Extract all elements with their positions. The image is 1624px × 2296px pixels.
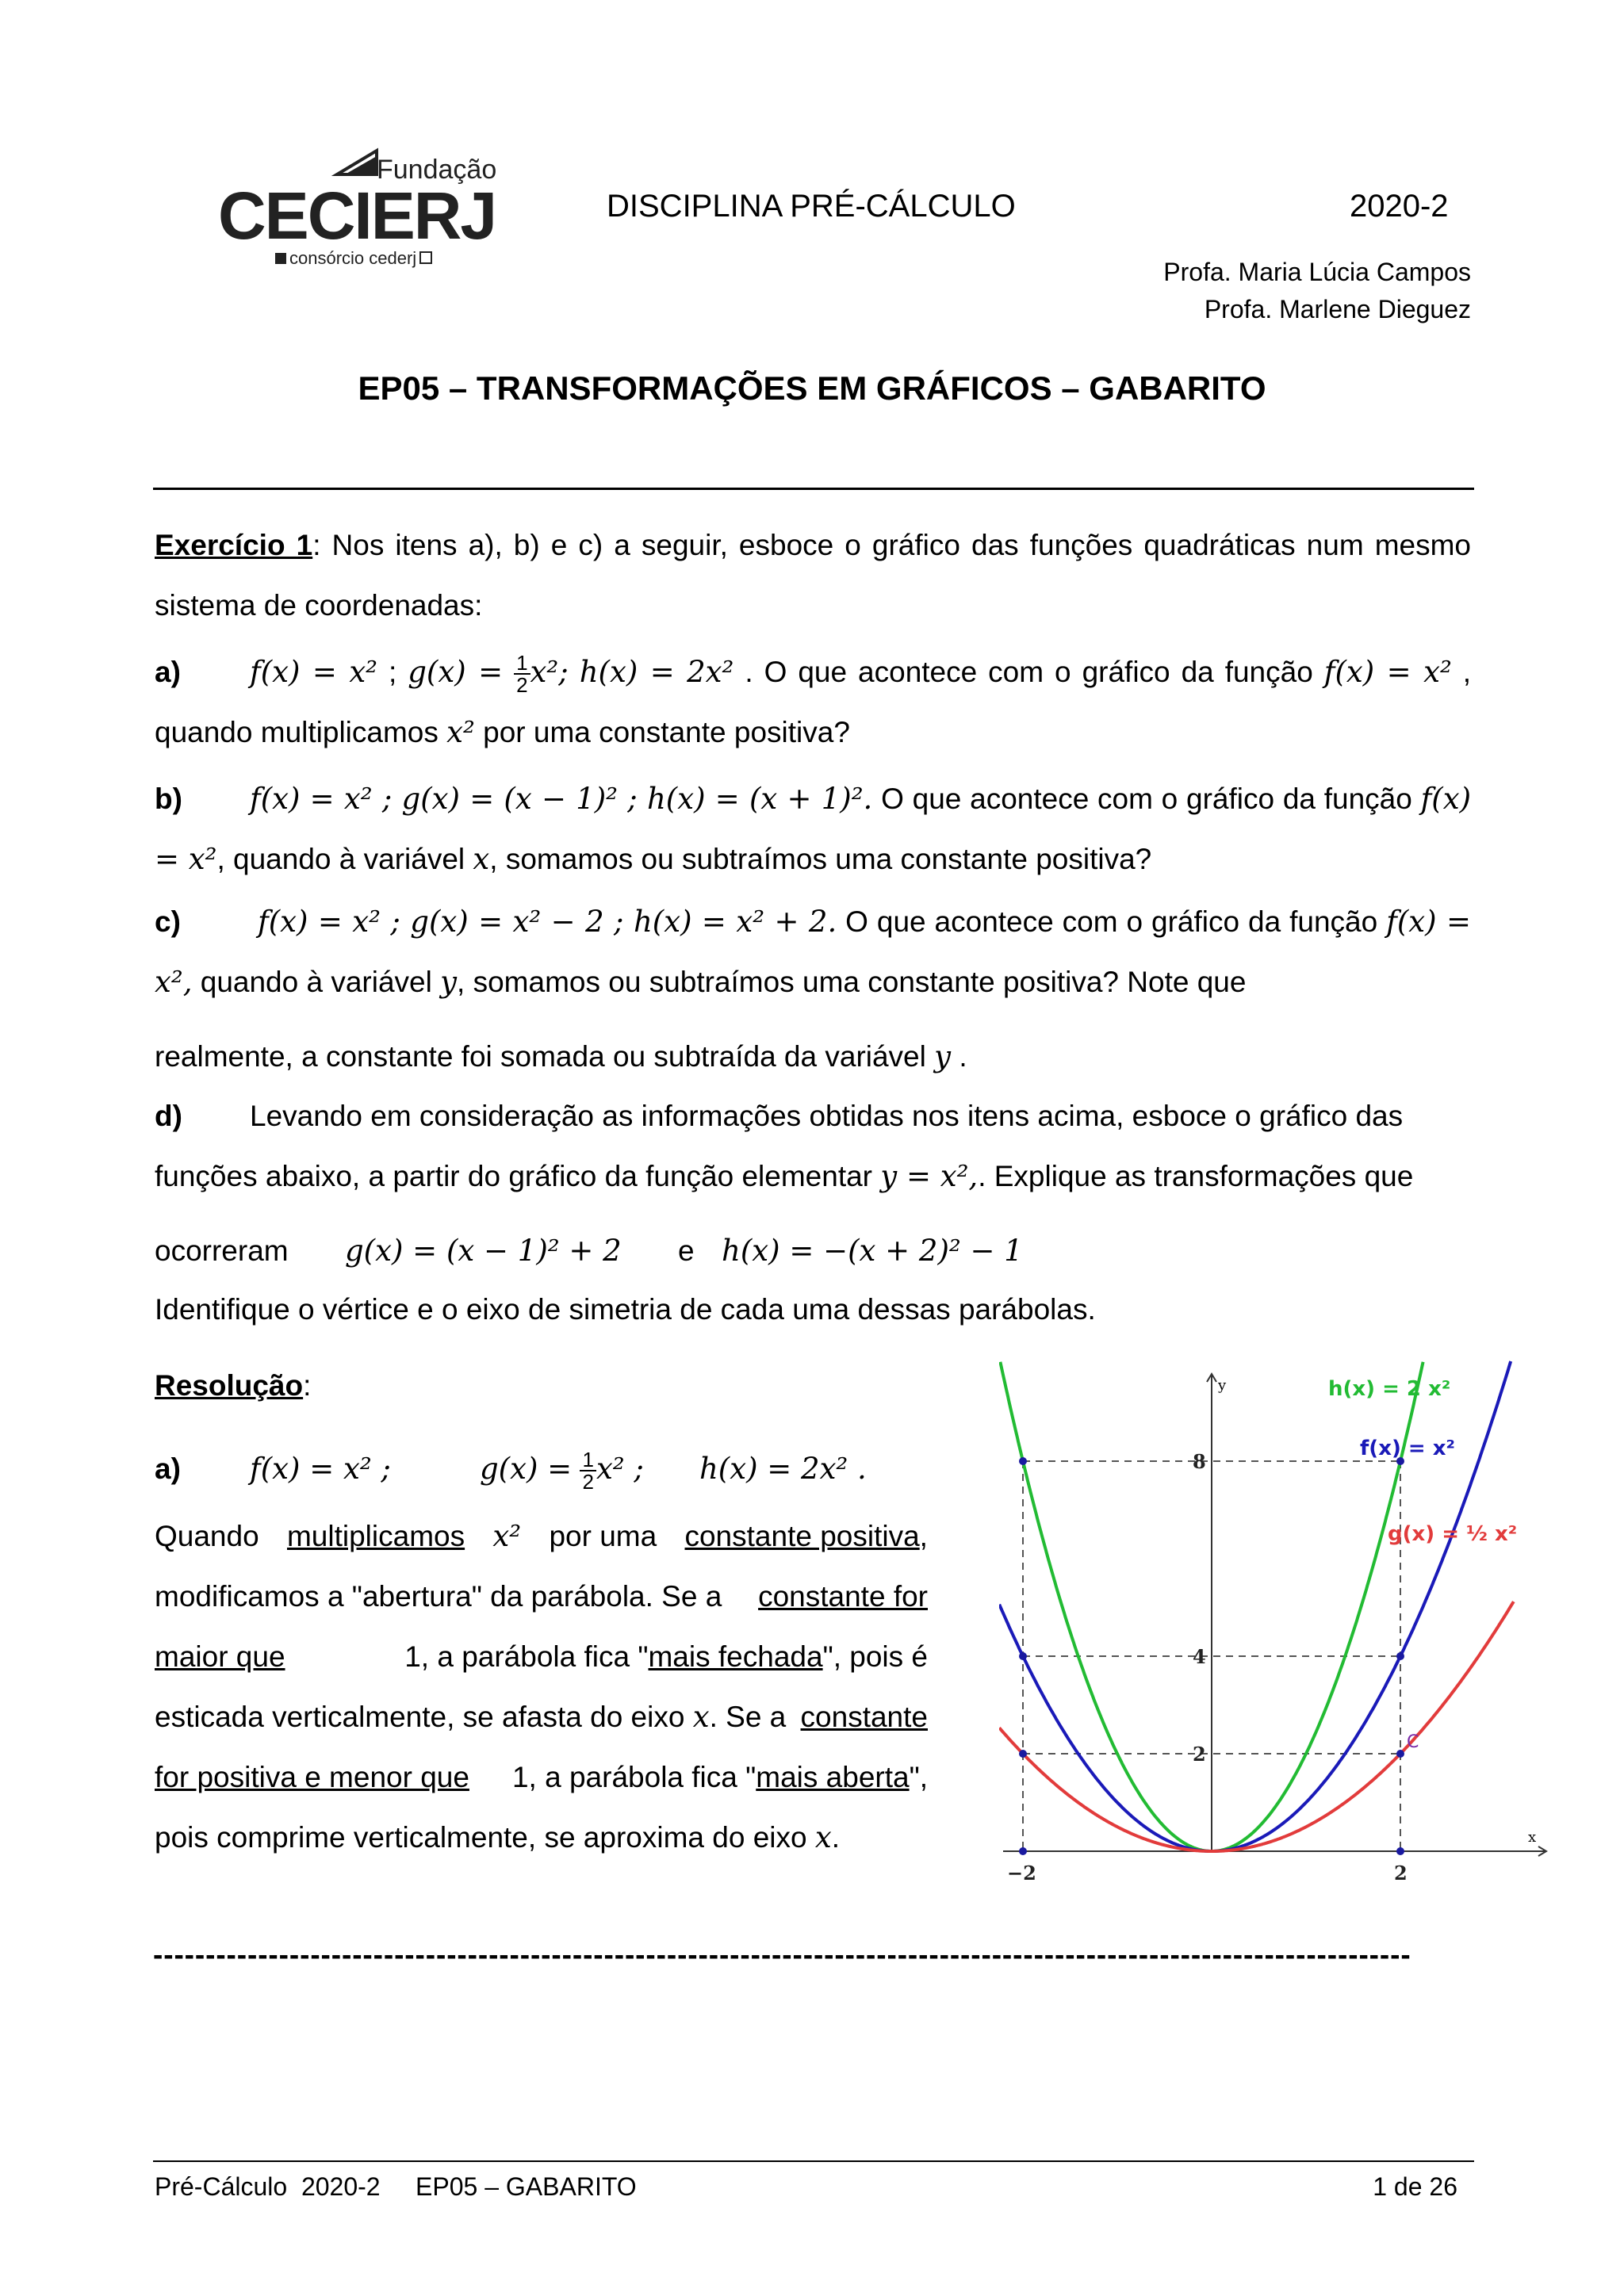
resolution-heading <box>155 1356 311 1416</box>
resolution-a-g-post: x² ; <box>596 1452 644 1486</box>
data-point-4 <box>1396 1652 1404 1660</box>
title-rule <box>153 488 1474 490</box>
item-a-text2: , quando multiplicamos <box>155 656 1472 748</box>
parabola-chart <box>999 1360 1554 1915</box>
cecierj-logo <box>218 147 497 274</box>
item-d-line3 <box>155 1221 1023 1281</box>
item-a-label: a) <box>155 656 181 688</box>
item-b-eq: f(x) = x² ; g(x) = (x − 1)² ; h(x) = (x + 1)². <box>250 782 873 816</box>
item-a-x2: x² <box>446 715 475 749</box>
footer-rule <box>153 2160 1474 2162</box>
series-curve-3 <box>999 1601 1514 1851</box>
logo-sub: consórcio cederj <box>275 248 432 269</box>
item-d-line2 <box>155 1146 1471 1207</box>
item-d-text4: ocorreram <box>155 1234 289 1267</box>
exercise-label: Exercício 1 <box>155 529 313 561</box>
legend-entry-1: h(x) = 2 x² <box>1328 1377 1451 1401</box>
logo-main: CECIERJ <box>218 178 496 253</box>
item-c-line3 <box>155 1027 1471 1087</box>
x-axis-label: x <box>1528 1829 1537 1846</box>
data-point-5 <box>1019 1750 1027 1758</box>
x-tick-label-2: 2 <box>1394 1862 1408 1885</box>
item-c-f: f(x) = x², <box>155 905 1472 999</box>
resolution-label: Resolução <box>155 1369 304 1402</box>
item-b <box>155 769 1471 890</box>
item-c-text4: realmente, a constante foi somada ou subtraída da variável <box>155 1040 926 1073</box>
resolution-a-h: h(x) = 2x² . <box>699 1452 867 1486</box>
page-title: EP05 – TRANSFORMAÇÕES EM GRÁFICOS – GABARITO <box>358 369 1266 407</box>
exercise-intro-text: : Nos itens a), b) e c) a seguir, esboce o gráfico das funções quadráticas num mesmo sistema de coordenadas: <box>155 529 1472 622</box>
item-d-h: h(x) = −(x + 2)² − 1 <box>722 1234 1023 1268</box>
item-c-eq: f(x) = x² ; g(x) = x² − 2 ; h(x) = x² + 2. <box>258 905 837 939</box>
resolution-a-label: a) <box>155 1452 181 1485</box>
item-a-g: g(x) = <box>408 655 504 689</box>
item-c-text2: quando à variável <box>200 966 432 998</box>
data-point-8 <box>1396 1847 1404 1855</box>
res-line-4: esticada verticalmente, se afasta do eixo x. Se a constante <box>155 1700 928 1734</box>
item-c-y2: y <box>934 1039 952 1073</box>
resolution-a-f: f(x) = x² ; <box>250 1452 391 1486</box>
item-a-g-post: x²; <box>530 655 569 689</box>
item-a: a) f(x) = x² ; g(x) = $\frac{1}{2}$ x²; h(x) = 2x² . O que acontece com o gráfico da função f(x) = x² , quando multiplicamos x² por uma constante positiva? <box>155 642 1471 763</box>
item-b-f: f(x) = x² <box>155 782 1472 876</box>
footer-page: 1 de 26 <box>1373 2172 1457 2201</box>
series-curve-2 <box>999 1361 1511 1851</box>
item-c-y: y <box>440 965 458 999</box>
y-tick-label-4: 4 <box>1193 1645 1206 1668</box>
period: 2020-2 <box>1350 189 1449 224</box>
res-line-2: modificamos a "abertura" da parábola. Se a constante for <box>155 1580 928 1613</box>
item-d-text: Levando em consideração as informações obtidas nos itens acima, esboce o gráfico das <box>250 1100 1404 1132</box>
resolution-colon: : <box>303 1369 312 1402</box>
item-b-label: b) <box>155 783 182 815</box>
x-tick-label-neg2: −2 <box>1007 1862 1036 1885</box>
data-point-1 <box>1019 1457 1027 1465</box>
item-b-x: x <box>473 842 490 876</box>
resolution-a <box>155 1439 867 1499</box>
res-line-1: Quando multiplicamos x² por uma constante positiva, <box>155 1519 928 1553</box>
res-line-6: pois comprime verticalmente, se aproxima do eixo x. <box>155 1820 841 1854</box>
data-point-7 <box>1019 1847 1027 1855</box>
item-b-text: O que acontece com o gráfico da função <box>881 783 1412 815</box>
item-a-frac: $\frac{1}{2}$ <box>514 652 530 695</box>
y-tick-label-2: 2 <box>1193 1743 1206 1766</box>
resolution-a-frac: $\frac{1}{2}$ <box>580 1449 596 1492</box>
item-b-text2: , quando à variável <box>216 843 465 875</box>
logo-fundacao: Fundação <box>377 155 497 185</box>
footer-left: Pré-Cálculo 2020-2 EP05 – GABARITO <box>155 2172 637 2201</box>
item-a-f: f(x) = x² <box>250 655 378 689</box>
item-d-text3: . Explique as transformações que <box>978 1160 1414 1192</box>
res-line-3: maior que 1, a parábola fica "mais fechada", pois é <box>155 1640 928 1673</box>
item-d-text2: funções abaixo, a partir do gráfico da função elementar <box>155 1160 873 1192</box>
item-c <box>155 892 1471 1012</box>
res-line-5: for positiva e menor que 1, a parábola fica "mais aberta", <box>155 1761 928 1793</box>
legend-entry-2: f(x) = x² <box>1360 1437 1455 1460</box>
resolution-a-g: g(x) = <box>480 1452 573 1486</box>
item-a-h: h(x) = 2x² <box>579 655 734 689</box>
item-d-label: d) <box>155 1100 182 1132</box>
data-point-3 <box>1019 1652 1027 1660</box>
item-d-and: e <box>678 1234 695 1267</box>
y-tick-label-8: 8 <box>1193 1450 1206 1473</box>
data-point-6 <box>1396 1750 1404 1758</box>
separator-dashes: ------------------------------------------------------------------------------------------------------------------------ <box>153 1938 1411 1971</box>
item-d <box>155 1086 1471 1146</box>
item-a-text3: por uma constante positiva? <box>483 716 850 748</box>
item-c-label: c) <box>155 905 181 938</box>
item-a-f2: f(x) = x² <box>1323 655 1452 689</box>
item-c-text3: , somamos ou subtraímos uma constante positiva? Note que <box>457 966 1247 998</box>
item-c-text: O que acontece com o gráfico da função <box>845 905 1378 938</box>
item-b-text3: , somamos ou subtraímos uma constante positiva? <box>489 843 1152 875</box>
discipline-title: DISCIPLINA PRÉ-CÁLCULO <box>607 189 1016 224</box>
teacher-2: Profa. Marlene Dieguez <box>1204 295 1471 323</box>
legend-entry-3: g(x) = ½ x² <box>1388 1522 1518 1546</box>
point-label-c: C <box>1407 1732 1419 1752</box>
item-d-eq: y = x², <box>880 1159 979 1193</box>
item-a-text: . O que acontece com o gráfico da função <box>745 656 1313 688</box>
teacher-1: Profa. Maria Lúcia Campos <box>1163 258 1471 286</box>
exercise-intro <box>155 515 1471 636</box>
item-d-g: g(x) = (x − 1)² + 2 <box>345 1234 622 1268</box>
y-axis-label: y <box>1218 1377 1227 1394</box>
item-d-line4: Identifique o vértice e o eixo de simetria de cada uma dessas parábolas. <box>155 1293 1096 1326</box>
item-c-end: . <box>959 1040 967 1073</box>
resolution-text <box>155 1506 928 1868</box>
